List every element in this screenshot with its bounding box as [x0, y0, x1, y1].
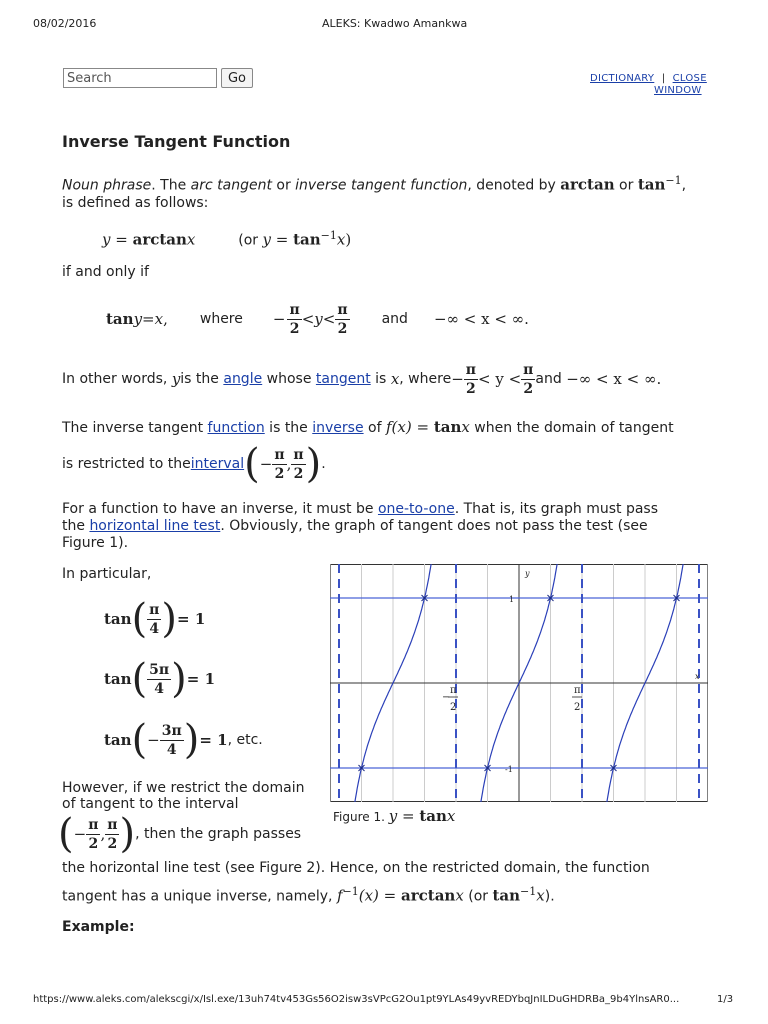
x-tick-label-num: π: [573, 685, 581, 696]
figure-caption: Figure 1. y = tanx: [333, 807, 456, 825]
horizontal-line-test-link[interactable]: horizontal line test: [89, 518, 221, 534]
fraction-pi-over-2: $\frac{\pi}{2}$: [107, 816, 118, 852]
however-paragraph: However, if we restrict the domain: [62, 780, 305, 796]
fraction-pi-over-2: $\frac{\pi}{2}$: [337, 301, 348, 337]
other-words-paragraph: In other words, y is the angle whose tangent is x , where − $\frac{\pi}{2}$ < y < $\frac{\pi}{2}$ and −∞ < x < ∞.: [62, 361, 662, 397]
fraction-pi-over-2: $\frac{\pi}{2}$: [88, 816, 99, 852]
however-paragraph-line4: the horizontal line test (see Figure 2). Hence, on the restricted domain, the function: [62, 860, 650, 876]
go-button[interactable]: Go: [221, 68, 253, 88]
window-link[interactable]: WINDOW: [654, 85, 702, 96]
link-separator: |: [661, 73, 666, 84]
condition-equation: tan y = x , where − $\frac{\pi}{2}$ < y < $\frac{\pi}{2}$ and −∞ < x < ∞.: [106, 301, 529, 337]
footer-url: https://www.aleks.com/alekscgi/x/Isl.exe/13uh74tv453Gs56O2isw3sVPcG2Ou1pt9YLAs49yvREDYbqJnILDuGHDRBa_9b4YlnsAR0...: [33, 994, 680, 1005]
example-heading: Example:: [62, 919, 135, 935]
fraction-pi-over-2: $\frac{\pi}{2}$: [274, 446, 285, 482]
dictionary-link[interactable]: DICTIONARY: [590, 73, 655, 84]
x-tick-label-sign: −: [442, 692, 451, 703]
tan-example: tan ( $\frac{5\pi}{4}$ ) = 1: [104, 656, 216, 702]
y-axis-label: y: [525, 569, 530, 578]
one-to-one-paragraph-line2: the horizontal line test. Obviously, the graph of tangent does not pass the test (see: [62, 518, 648, 534]
inverse-paragraph: The inverse tangent function is the inverse of f(x) = tanx when the domain of tangent: [62, 418, 674, 436]
x-tick-label-den: 2: [450, 702, 457, 713]
x-tick-label-den: 2: [573, 702, 581, 713]
x-tick-label-num: π: [450, 685, 457, 696]
x-axis-label: x: [695, 672, 700, 681]
tangent-link[interactable]: tangent: [315, 371, 371, 387]
fraction-pi-over-2: $\frac{\pi}{2}$: [289, 301, 300, 337]
one-to-one-paragraph: For a function to have an inverse, it must be one-to-one. That is, its graph must pass: [62, 501, 659, 517]
tan-example: tan ( − $\frac{3\pi}{4}$ ) = 1 , etc.: [104, 717, 263, 763]
one-to-one-paragraph-line3: Figure 1).: [62, 535, 129, 551]
in-particular-text: In particular,: [62, 566, 152, 582]
search-input[interactable]: [63, 68, 217, 88]
tangent-graph: [330, 564, 708, 802]
fraction-pi-over-2: $\frac{\pi}{2}$: [465, 361, 477, 397]
footer-page-number: 1/3: [717, 994, 734, 1005]
fraction: $\frac{3\pi}{4}$: [161, 722, 182, 758]
close-link[interactable]: CLOSE: [672, 73, 707, 84]
page-title: Inverse Tangent Function: [62, 132, 291, 151]
angle-link[interactable]: angle: [223, 371, 263, 387]
definition-equation: y = arctanx (or $y = \tan^{-1}x$): [102, 229, 352, 249]
definition-paragraph: Noun phrase. The arc tangent or inverse tangent function, denoted by arctan or $\tan^{-1}$,: [62, 174, 687, 194]
definition-paragraph-line2: is defined as follows:: [62, 195, 209, 211]
function-link[interactable]: function: [207, 420, 265, 436]
however-paragraph-line3: ( − $\frac{\pi}{2}$ , $\frac{\pi}{2}$ ) , then the graph passes: [58, 811, 302, 857]
print-date: 08/02/2016: [33, 17, 97, 30]
top-links: [590, 69, 707, 85]
y-tick-label: 1: [509, 595, 515, 604]
one-to-one-link[interactable]: one-to-one: [377, 501, 455, 517]
y-tick-label: -1: [505, 765, 513, 774]
print-title: ALEKS: Kwadwo Amankwa: [322, 17, 468, 30]
tan-example: tan ( $\frac{\pi}{4}$ ) = 1: [104, 596, 206, 642]
fraction: $\frac{5\pi}{4}$: [149, 661, 170, 697]
inverse-paragraph-line2: is restricted to the interval ( − $\frac{\pi}{2}$ , $\frac{\pi}{2}$ ) .: [62, 441, 326, 487]
however-paragraph-line2: of tangent to the interval: [62, 796, 239, 812]
noun-phrase: Noun phrase: [62, 177, 152, 194]
interval-link[interactable]: interval: [190, 456, 245, 472]
iff-text: if and only if: [62, 264, 149, 280]
fraction-pi-over-2: $\frac{\pi}{2}$: [293, 446, 304, 482]
however-paragraph-line5: tangent has a unique inverse, namely, $f^{-1}(x) = \arctan x$ (or $\tan^{-1}x$).: [62, 885, 555, 905]
fraction-pi-over-2: $\frac{\pi}{2}$: [523, 361, 534, 397]
fraction: $\frac{\pi}{4}$: [149, 601, 160, 637]
inverse-link[interactable]: inverse: [312, 420, 364, 436]
